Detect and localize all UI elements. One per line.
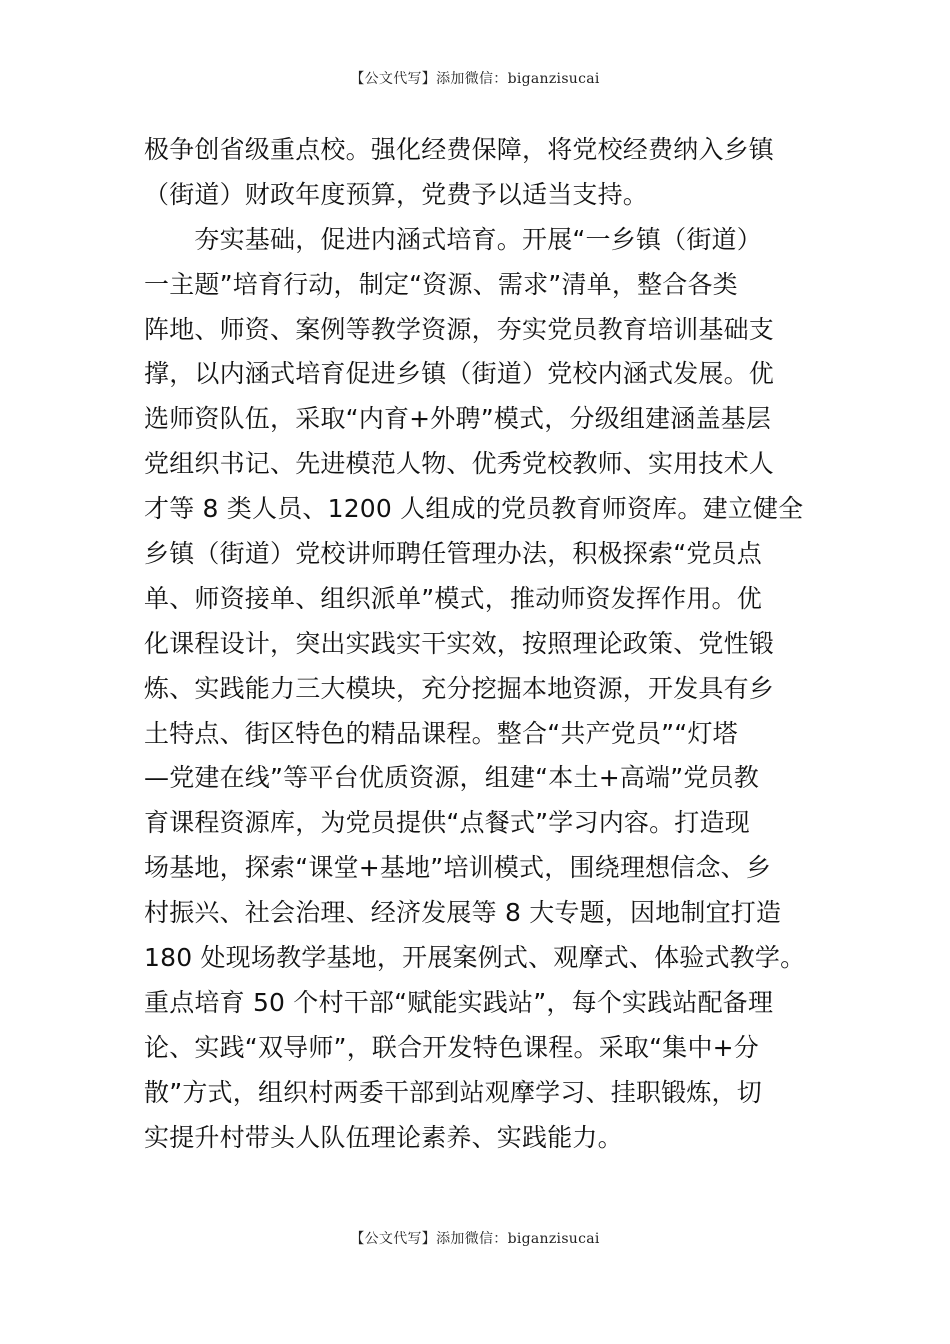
text-line: 党组织书记、先进模范人物、优秀党校教师、实用技术人 xyxy=(144,449,775,479)
text-line: 育课程资源库，为党员提供“点餐式”学习内容。打造现 xyxy=(144,808,750,838)
text-line: 场基地，探索“课堂+基地”培训模式，围绕理想信念、乡 xyxy=(144,853,772,883)
text-line: 重点培育 50 个村干部“赋能实践站”，每个实践站配备理 xyxy=(144,987,774,1017)
page-header: 【公文代写】添加微信：biganzisucai xyxy=(350,71,600,87)
text-line: 乡镇（街道）党校讲师聘任管理办法，积极探索“党员点 xyxy=(144,539,762,569)
text-line: 阵地、师资、案例等教学资源，夯实党员教育培训基础支 xyxy=(144,314,775,344)
text-line: 单、师资接单、组织派单”模式，推动师资发挥作用。优 xyxy=(144,583,762,613)
text-line: 极争创省级重点校。强化经费保障，将党校经费纳入乡镇 xyxy=(144,135,775,164)
text-line: 炼、实践能力三大模块，充分挖掘本地资源，开发具有乡 xyxy=(144,673,775,703)
body-text xyxy=(144,128,844,1160)
text-line: 180 处现场教学基地，开展案例式、观摩式、体验式教学。 xyxy=(144,943,806,973)
text-line: 论、实践“双导师”，联合开发特色课程。采取“集中+分 xyxy=(144,1032,760,1062)
text-line: 选师资队伍，采取“内育+外聘”模式，分级组建涵盖基层 xyxy=(144,404,772,434)
text-line: 实提升村带头人队伍理论素养、实践能力。 xyxy=(144,1122,623,1152)
text-line: —党建在线”等平台优质资源，组建“本土+高端”党员教 xyxy=(144,763,760,793)
text-line: 才等 8 类人员、1200 人组成的党员教育师资库。建立健全 xyxy=(144,494,804,524)
text-line: 村振兴、社会治理、经济发展等 8 大专题，因地制宜打造 xyxy=(144,898,782,928)
text-line: 散”方式，组织村两委干部到站观摩学习、挂职锻炼，切 xyxy=(144,1077,762,1107)
text-line: （街道）财政年度预算，党费予以适当支持。 xyxy=(144,179,649,209)
text-line: 一主题”培育行动，制定“资源、需求”清单，整合各类 xyxy=(144,269,738,299)
text-line: 撑，以内涵式培育促进乡镇（街道）党校内涵式发展。优 xyxy=(144,359,775,389)
page-footer: 【公文代写】添加微信：biganzisucai xyxy=(350,1231,600,1247)
text-line: 土特点、街区特色的精品课程。整合“共产党员”“灯塔 xyxy=(144,718,738,748)
text-line: 化课程设计，突出实践实干实效，按照理论政策、党性锻 xyxy=(144,628,775,658)
text-line: 夯实基础，促进内涵式培育。开展“一乡镇（街道） xyxy=(144,224,762,254)
